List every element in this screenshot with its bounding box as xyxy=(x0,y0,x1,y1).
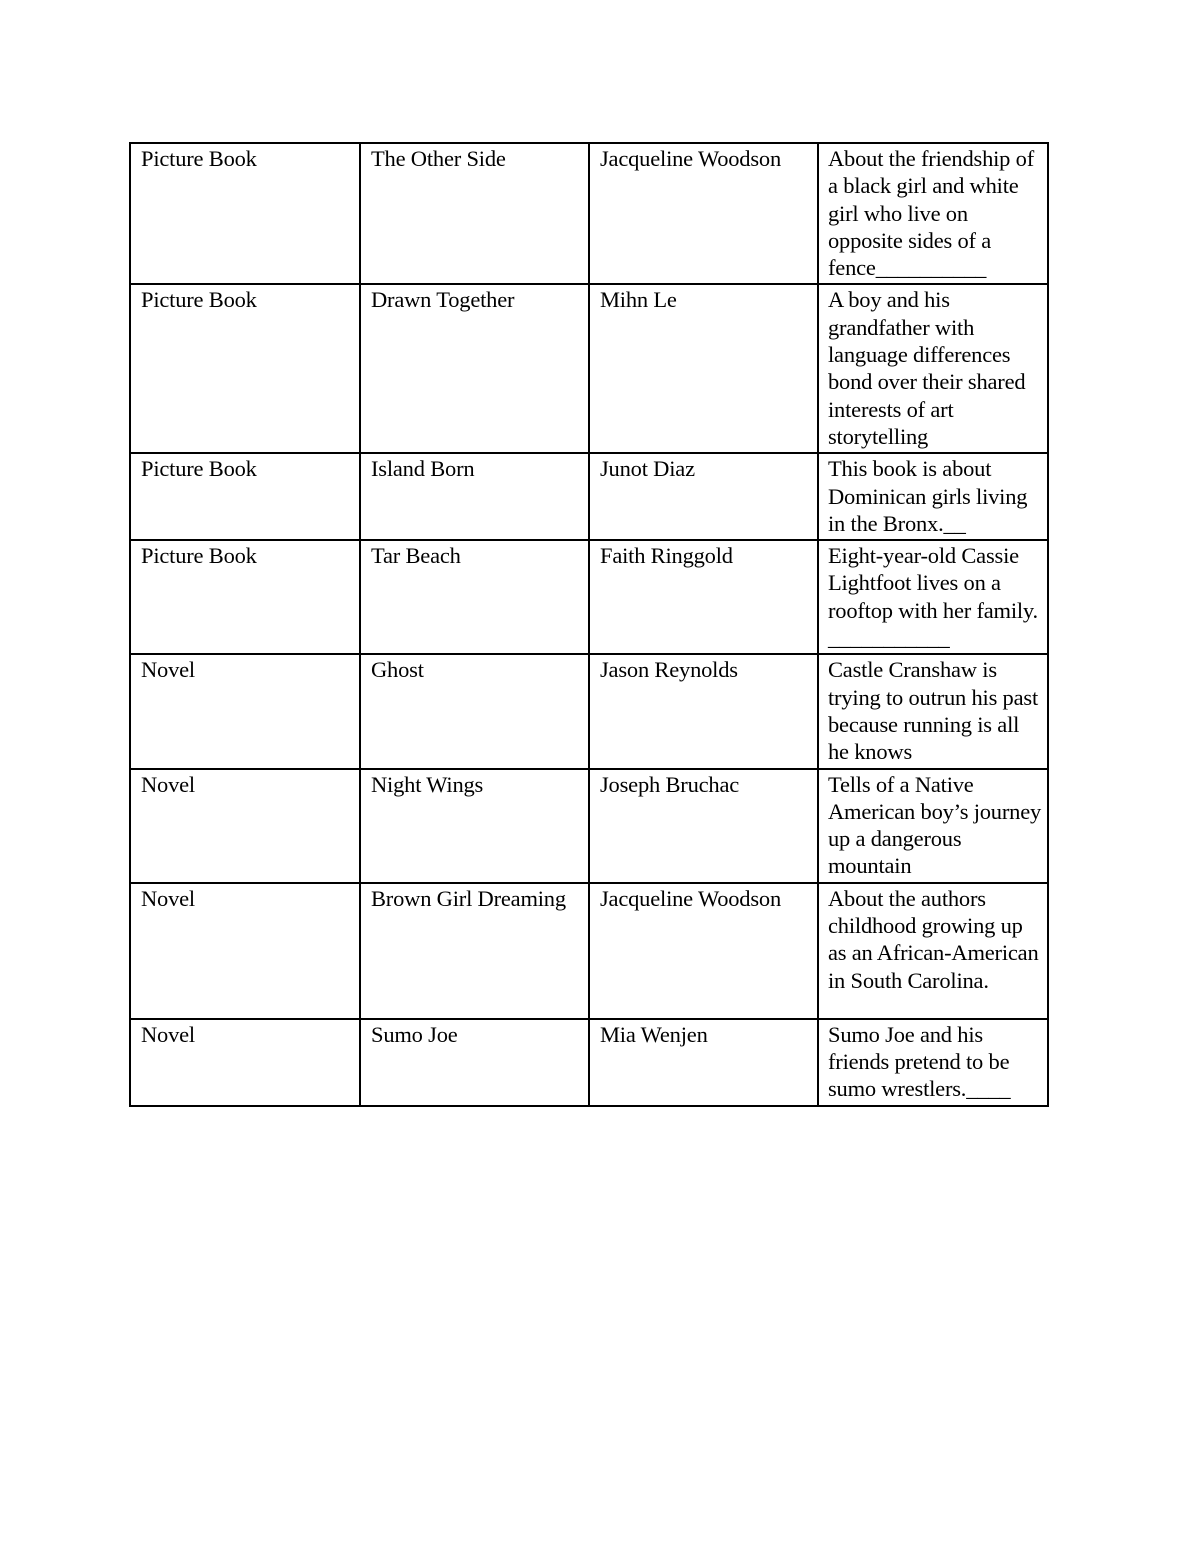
book-author-cell: Mihn Le xyxy=(589,284,818,453)
book-type-cell: Picture Book xyxy=(130,453,360,540)
book-type-cell: Picture Book xyxy=(130,284,360,453)
book-type-cell: Novel xyxy=(130,654,360,768)
book-title-cell: Island Born xyxy=(360,453,589,540)
book-type-cell: Novel xyxy=(130,883,360,1019)
table-row xyxy=(130,284,1048,453)
book-author-cell: Jason Reynolds xyxy=(589,654,818,768)
book-author-cell: Mia Wenjen xyxy=(589,1019,818,1106)
book-title-cell: Sumo Joe xyxy=(360,1019,589,1106)
table-row xyxy=(130,769,1048,883)
book-description-cell: This book is about Dominican girls living in the Bronx.__ xyxy=(818,453,1048,540)
book-author-cell: Joseph Bruchac xyxy=(589,769,818,883)
book-type-cell: Novel xyxy=(130,769,360,883)
book-title-cell: The Other Side xyxy=(360,143,589,284)
table-row xyxy=(130,143,1048,284)
book-title-cell: Tar Beach xyxy=(360,540,589,654)
book-author-cell: Jacqueline Woodson xyxy=(589,883,818,1019)
book-type-cell: Picture Book xyxy=(130,540,360,654)
book-author-cell: Junot Diaz xyxy=(589,453,818,540)
table-row xyxy=(130,1019,1048,1106)
book-description-cell: About the friendship of a black girl and white girl who live on opposite sides of a fence__________ xyxy=(818,143,1048,284)
book-title-cell: Night Wings xyxy=(360,769,589,883)
book-description-cell: About the authors childhood growing up as an African-American in South Carolina. xyxy=(818,883,1048,1019)
book-title-cell: Ghost xyxy=(360,654,589,768)
book-type-cell: Novel xyxy=(130,1019,360,1106)
book-description-cell: Sumo Joe and his friends pretend to be sumo wrestlers.____ xyxy=(818,1019,1048,1106)
book-description-cell: Castle Cranshaw is trying to outrun his past because running is all he knows xyxy=(818,654,1048,768)
table-row xyxy=(130,540,1048,654)
book-author-cell: Jacqueline Woodson xyxy=(589,143,818,284)
table-row xyxy=(130,654,1048,768)
table-row xyxy=(130,883,1048,1019)
book-title-cell: Brown Girl Dreaming xyxy=(360,883,589,1019)
book-description-cell: Eight-year-old Cassie Lightfoot lives on a rooftop with her family. ___________ xyxy=(818,540,1048,654)
book-title-cell: Drawn Together xyxy=(360,284,589,453)
book-description-cell: A boy and his grandfather with language differences bond over their shared interests of art storytelling xyxy=(818,284,1048,453)
book-description-cell: Tells of a Native American boy’s journey up a dangerous mountain xyxy=(818,769,1048,883)
table-row xyxy=(130,453,1048,540)
book-author-cell: Faith Ringgold xyxy=(589,540,818,654)
book-list-table xyxy=(129,142,1049,1107)
book-type-cell: Picture Book xyxy=(130,143,360,284)
